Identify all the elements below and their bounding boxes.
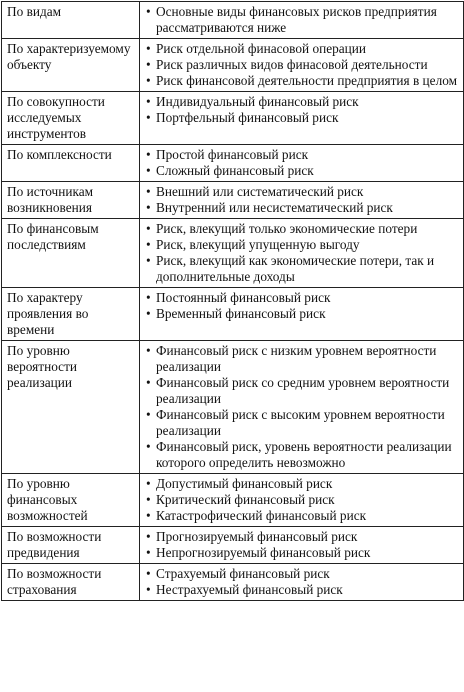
risk-type-item: • Простой финансовый риск <box>146 147 458 163</box>
criterion-cell: По финансовым последствиям <box>2 219 140 288</box>
risk-types-cell <box>140 92 464 145</box>
risk-type-item: • Допустимый финансовый риск <box>146 476 458 492</box>
table-row <box>2 92 464 145</box>
risk-type-item: • Риск, влекущий упущенную выгоду <box>146 237 458 253</box>
table-row <box>2 341 464 474</box>
table-row <box>2 564 464 601</box>
risk-type-item: • Риск, влекущий как экономические потери, так и дополнительные доходы <box>146 253 458 285</box>
risk-type-item: • Прогнозируемый финансовый риск <box>146 529 458 545</box>
risk-type-item: • Риск, влекущий только экономические потери <box>146 221 458 237</box>
criterion-cell: По характеризуемому объекту <box>2 39 140 92</box>
criterion-cell: По возможности страхования <box>2 564 140 601</box>
risk-type-item: • Индивидуальный финансовый риск <box>146 94 458 110</box>
table-row <box>2 288 464 341</box>
risk-type-item: • Финансовый риск, уровень вероятности реализации которого определить невозможно <box>146 439 458 471</box>
criterion-cell: По возможности предвидения <box>2 527 140 564</box>
criterion-cell: По совокупности исследуемых инструментов <box>2 92 140 145</box>
risk-classification-table <box>1 1 464 601</box>
risk-type-item: • Финансовый риск со средним уровнем вероятности реализации <box>146 375 458 407</box>
criterion-cell: По характеру проявления во времени <box>2 288 140 341</box>
criterion-cell: По источникам возникновения <box>2 182 140 219</box>
risk-type-item: • Временный финансовый риск <box>146 306 458 322</box>
table-row <box>2 474 464 527</box>
table-row <box>2 2 464 39</box>
criterion-cell: По комплексности <box>2 145 140 182</box>
risk-type-item: • Катастрофический финансовый риск <box>146 508 458 524</box>
risk-type-item: • Портфельный финансовый риск <box>146 110 458 126</box>
risk-type-item: • Риск финансовой деятельности предприятия в целом <box>146 73 458 89</box>
risk-types-cell <box>140 288 464 341</box>
risk-type-item: • Внутренний или несистематический риск <box>146 200 458 216</box>
risk-type-item: • Финансовый риск с низким уровнем вероятности реализации <box>146 343 458 375</box>
risk-types-cell <box>140 564 464 601</box>
risk-type-item: • Внешний или систематический риск <box>146 184 458 200</box>
table-row <box>2 219 464 288</box>
table-body <box>2 2 464 601</box>
risk-types-cell <box>140 219 464 288</box>
table-row <box>2 527 464 564</box>
risk-types-cell <box>140 474 464 527</box>
risk-types-cell <box>140 39 464 92</box>
risk-type-item: • Непрогнозируемый финансовый риск <box>146 545 458 561</box>
risk-types-cell <box>140 527 464 564</box>
risk-type-item: • Страхуемый финансовый риск <box>146 566 458 582</box>
risk-type-item: • Нестрахуемый финансовый риск <box>146 582 458 598</box>
risk-types-cell <box>140 182 464 219</box>
risk-types-cell <box>140 2 464 39</box>
risk-type-item: • Риск различных видов финасовой деятельности <box>146 57 458 73</box>
risk-type-item: • Постоянный финансовый риск <box>146 290 458 306</box>
risk-type-item: • Критический финансовый риск <box>146 492 458 508</box>
criterion-cell: По видам <box>2 2 140 39</box>
table-row <box>2 182 464 219</box>
risk-type-item: • Риск отдельной финасовой операции <box>146 41 458 57</box>
table-row <box>2 39 464 92</box>
table-row <box>2 145 464 182</box>
criterion-cell: По уровню вероятности реализации <box>2 341 140 474</box>
risk-type-item: • Финансовый риск с высоким уровнем вероятности реализации <box>146 407 458 439</box>
risk-type-item: • Сложный финансовый риск <box>146 163 458 179</box>
risk-types-cell <box>140 341 464 474</box>
risk-type-item: • Основные виды финансовых рисков предприятия рассматриваются ниже <box>146 4 458 36</box>
risk-types-cell <box>140 145 464 182</box>
criterion-cell: По уровню финансовых возможностей <box>2 474 140 527</box>
